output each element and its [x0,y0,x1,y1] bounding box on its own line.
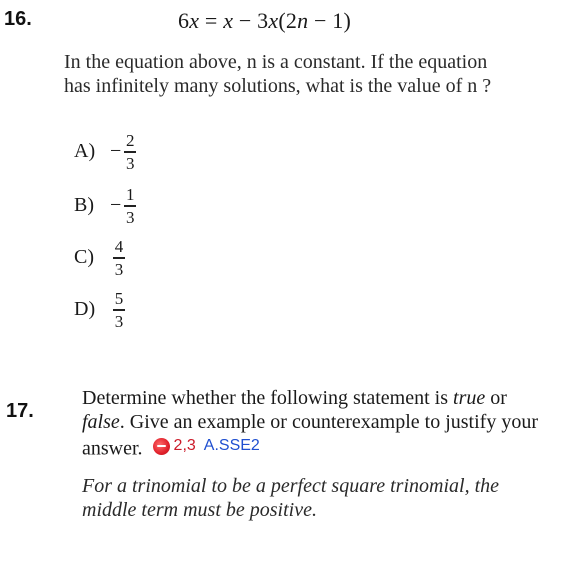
choice-sign: − [110,194,122,217]
eq-equals: = [199,8,224,33]
fraction-denominator: 3 [126,207,135,227]
eq-var-x3: x [268,8,279,33]
choice-fraction [113,238,125,278]
fraction-numerator: 5 [114,289,124,308]
standard-badge[interactable] [153,434,260,458]
standard-code[interactable]: A.SSE2 [203,437,260,454]
choice-c[interactable] [74,238,125,278]
fraction-denominator: 3 [114,311,124,331]
eq-coef: 6 [178,8,190,33]
prompt-true: true [453,387,486,409]
fraction-denominator: 3 [126,153,135,173]
question-17-number: 17. [6,400,34,422]
question-17-statement: For a trinomial to be a perfect square trinomial, the middle term must be positive. [82,475,500,521]
eq-var-x: x [189,8,200,33]
fraction-bar [124,205,136,207]
choice-fraction [124,186,136,226]
fraction-bar [113,309,125,311]
choice-letter: B) [74,194,94,217]
prompt-part: Determine whether the following statement is [82,387,454,409]
prompt-part: . Give an example or counterexample to justify your answer. [82,411,538,460]
choice-sign: − [110,140,122,163]
fraction-bar [124,151,136,153]
choice-b[interactable] [74,186,136,226]
eq-var-x2: x [223,8,234,33]
fraction-numerator: 1 [126,185,135,204]
prompt-false: false [82,411,120,433]
choice-a[interactable] [74,132,136,172]
question-16-prompt: In the equation above, n is a constant. If the equation has infinitely many solutions, what is the value of n ? [64,51,492,97]
fraction-denominator: 3 [114,259,124,279]
badge-numbers: 2,3 [173,437,196,454]
fraction-numerator: 4 [114,237,124,256]
fraction-numerator: 2 [126,131,135,150]
equation [178,8,351,34]
choice-fraction [124,132,136,172]
choice-letter: C) [74,246,94,269]
eq-paren-close: − 1) [308,8,352,33]
eq-paren-open: (2 [278,8,298,33]
choice-fraction [113,290,125,330]
choice-letter: D) [74,298,96,321]
question-16-number: 16. [4,8,32,30]
eq-var-n: n [297,8,309,33]
question-17-prompt [82,386,552,461]
choice-letter: A) [74,140,96,163]
prompt-part: or [485,387,507,409]
eq-minus: − 3 [233,8,269,33]
red-marker-icon [153,438,170,455]
choice-d[interactable] [74,290,125,330]
fraction-bar [113,257,125,259]
